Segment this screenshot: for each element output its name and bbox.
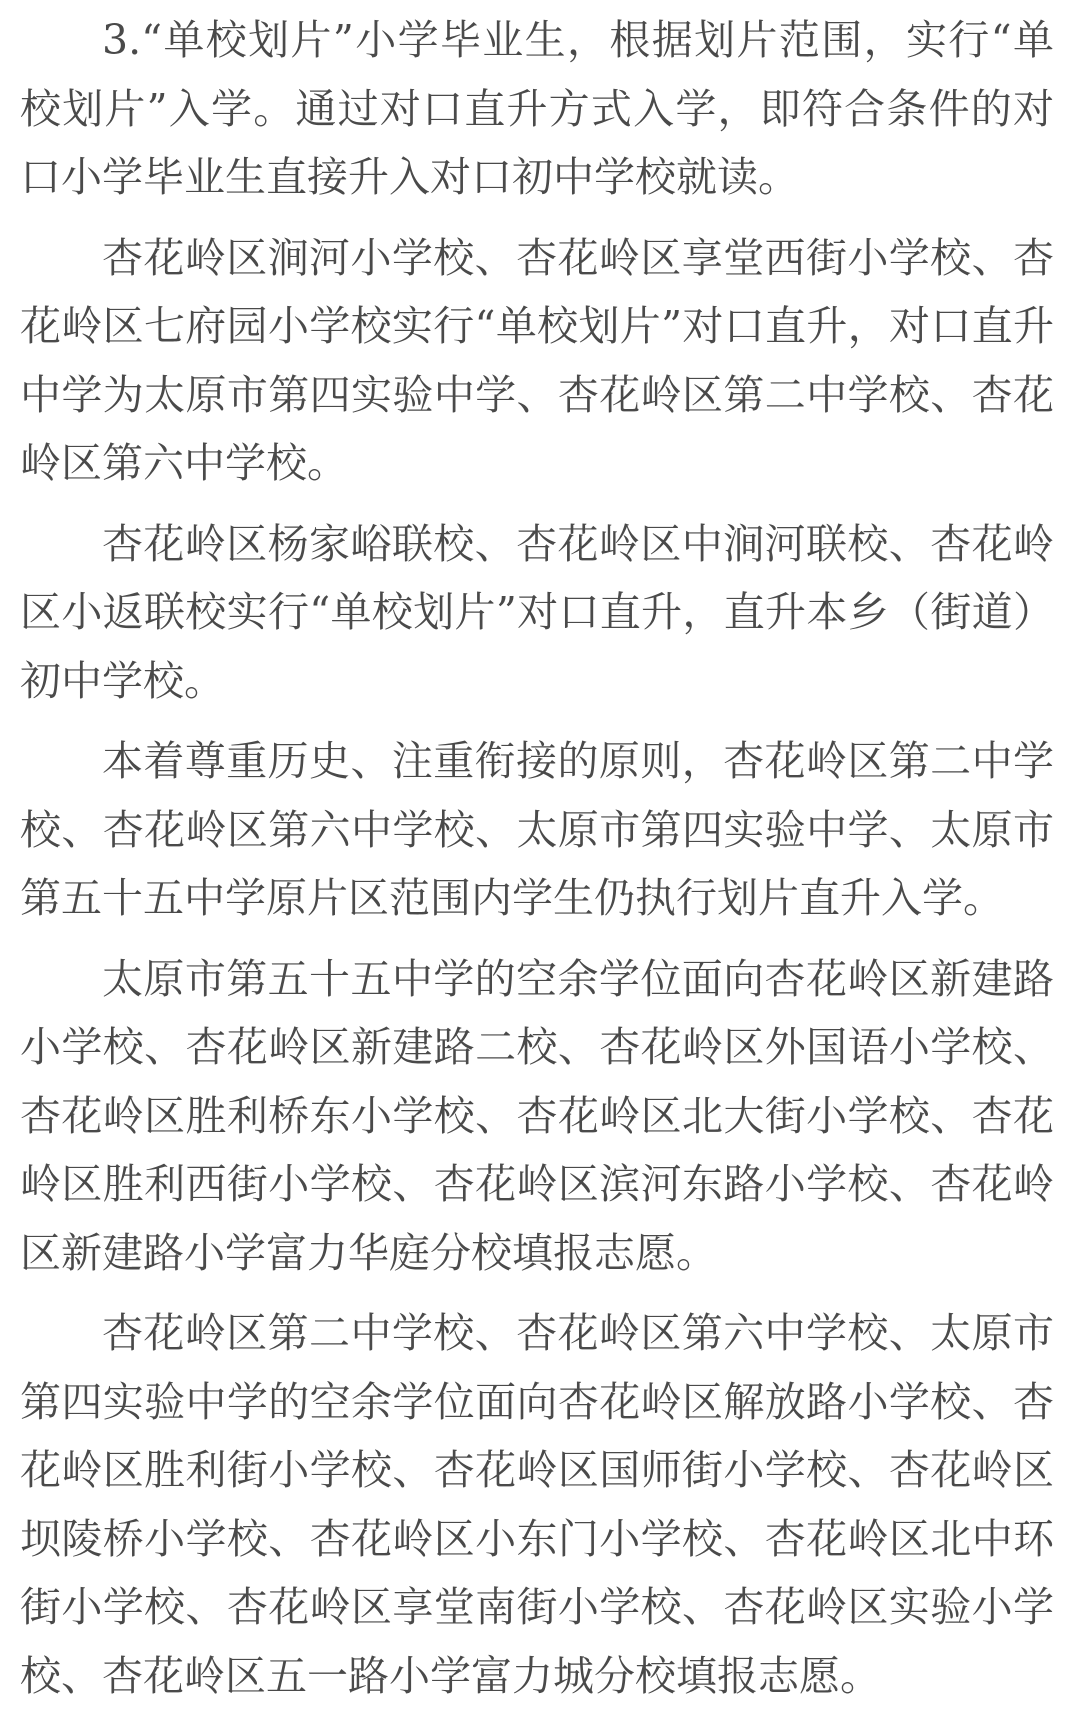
paragraph-historical-zoning: 本着尊重历史、注重衔接的原则，杏花岭区第二中学校、杏花岭区第六中学校、太原市第四实验中学、太原市第五十五中学原片区范围内学生仍执行划片直升入学。	[20, 737, 1054, 922]
paragraph-single-school-zoning: 3.“单校划片”小学毕业生，根据划片范围，实行“单校划片”入学。通过对口直升方式入学，即符合条件的对口小学毕业生直接升入对口初中学校就读。	[20, 16, 1054, 201]
article-body	[20, 6, 1054, 1722]
paragraph-direct-promotion-group-1: 杏花岭区涧河小学校、杏花岭区享堂西街小学校、杏花岭区七府园小学校实行“单校划片”对口直升，对口直升中学为太原市第四实验中学、杏花岭区第二中学校、杏花岭区第六中学校。	[20, 233, 1054, 487]
paragraph-other-school-vacancies: 杏花岭区第二中学校、杏花岭区第六中学校、太原市第四实验中学的空余学位面向杏花岭区解放路小学校、杏花岭区胜利街小学校、杏花岭区国师街小学校、杏花岭区坝陵桥小学校、杏花岭区小东门小学校、杏花岭区北中环街小学校、杏花岭区享堂南街小学校、杏花岭区实验小学校、杏花岭区五一路小学富力城分校填报志愿。	[20, 1309, 1054, 1700]
paragraph-school-55-vacancies: 太原市第五十五中学的空余学位面向杏花岭区新建路小学校、杏花岭区新建路二校、杏花岭区外国语小学校、杏花岭区胜利桥东小学校、杏花岭区北大街小学校、杏花岭区胜利西街小学校、杏花岭区滨河东路小学校、杏花岭区新建路小学富力华庭分校填报志愿。	[20, 954, 1054, 1277]
paragraph-direct-promotion-group-2: 杏花岭区杨家峪联校、杏花岭区中涧河联校、杏花岭区小返联校实行“单校划片”对口直升，直升本乡（街道）初中学校。	[20, 519, 1054, 705]
